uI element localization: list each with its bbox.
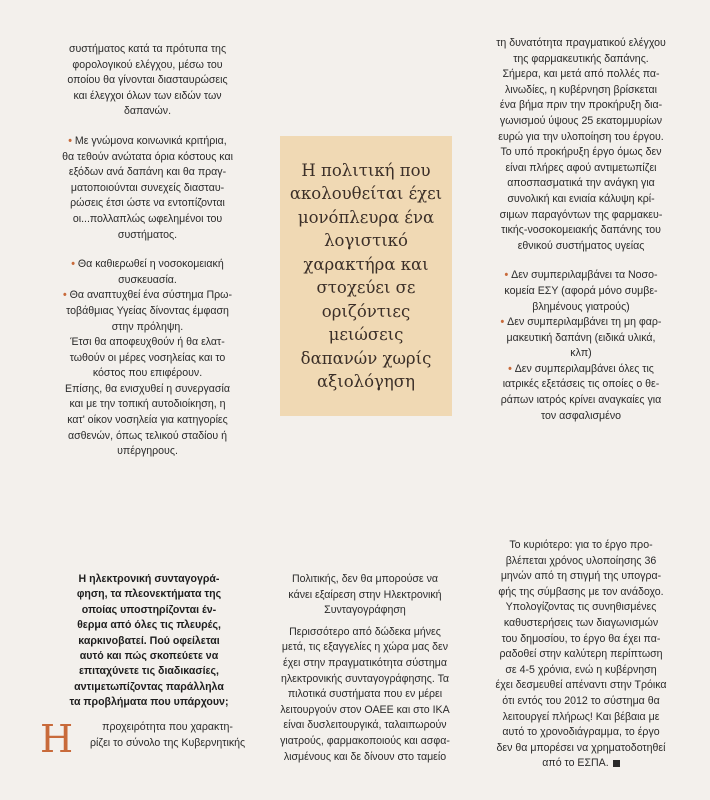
text-line: αποσπασματικά την ανάγκη για bbox=[507, 177, 655, 190]
text-line: βλημένους γιατρούς) bbox=[532, 300, 630, 313]
text-line: βλέπεται χρόνος υλοποίησης 36 bbox=[505, 554, 657, 567]
text-line: θερμα από όλες τις πλευρές, bbox=[77, 619, 221, 632]
text-line: γωνισμού ύψους 25 εκατομμυρίων bbox=[499, 114, 663, 127]
text-line: θα τεθούν ανώτατα όρια κόστους και bbox=[62, 150, 233, 163]
text-line: μετά, τις εξαγγελίες η χώρα μας δεν bbox=[281, 641, 449, 654]
text-line: τοβάθμιας Υγείας δίνοντας έμφαση bbox=[66, 304, 229, 317]
text-line: φορολογικού ελέγχου, μέσω του bbox=[72, 58, 223, 71]
text-line: κάνει εξαίρεση στην Ηλεκτρονική bbox=[288, 588, 442, 601]
column-right bbox=[470, 36, 692, 424]
text-line: έχει στην πραγματικότητα σύστημα bbox=[283, 656, 447, 669]
text-line: τη δυνατότητα πραγματικού ελέγχου bbox=[496, 37, 666, 49]
text-line bbox=[470, 315, 692, 331]
text-line: πιλοτικά συστήματα που εν μέρει bbox=[287, 688, 443, 701]
text-line: δαπανών. bbox=[123, 105, 172, 118]
text-line: ρώσεις έτσι ώστε να εντοπίζονται bbox=[70, 197, 225, 210]
text-line: οποίας υποστηρίζονται έν- bbox=[81, 603, 217, 616]
text-line: Σήμερα, και μετά από πολλές πα- bbox=[502, 68, 660, 81]
text-line: ράπων ιατρός κρίνει αναγκαίες για bbox=[500, 394, 662, 407]
text-line: ηλεκτρονικής συνταγογράφησης. Τα bbox=[280, 672, 450, 685]
text-line: φής της σύμβασης με τον ανάδοχο. bbox=[498, 585, 664, 598]
text-line: κόστος που επιφέρουν. bbox=[92, 367, 203, 380]
paragraph-control bbox=[470, 36, 692, 67]
text-line bbox=[470, 362, 692, 378]
text-line: σε 4-5 χρόνια, ενώ η κυβέρνηση bbox=[505, 663, 657, 676]
text-line: Το υπό προκήρυξη έργο όμως δεν bbox=[500, 146, 662, 159]
text-line: της φαρμακευτικής δαπάνης. bbox=[513, 52, 649, 65]
text-line: του δημοσίου, το έργο θα έχει πα- bbox=[501, 632, 661, 645]
text-line: ευρώ για την υλοποίηση του έργου. bbox=[498, 130, 664, 143]
paragraph-intro bbox=[40, 42, 255, 120]
text-line: καρκινοβατεί. Πού οφείλεται bbox=[78, 634, 220, 647]
text-line bbox=[40, 257, 255, 273]
text-line: συνολική και ενιαία κάλυψη κρί- bbox=[507, 192, 655, 205]
text-span: Δεν συμπεριλαμβάνει τα Νοσο- bbox=[511, 269, 658, 282]
text-line: συστήματος. bbox=[117, 228, 178, 241]
bullet-icon: • bbox=[504, 269, 512, 282]
text-line: υπέργηρους. bbox=[117, 445, 178, 458]
paragraph-cooperation bbox=[40, 382, 255, 460]
text-line: τωθούν οι μέρες νοσηλείας και το bbox=[69, 351, 226, 364]
text-line: συστήματος κατά τα πρότυπα της bbox=[68, 43, 227, 55]
text-line: καθυστερήσεις των διαγωνισμών bbox=[503, 616, 659, 629]
text-line: ένα βήμα πριν την προκήρυξη δια- bbox=[499, 99, 663, 112]
bullet-hospitals bbox=[470, 268, 692, 315]
answer-policy bbox=[270, 572, 460, 619]
bullet-packaging bbox=[40, 257, 255, 288]
end-of-article-icon bbox=[613, 760, 620, 767]
text-line: στην πρόληψη. bbox=[111, 320, 184, 333]
text-span: Δεν συμπεριλαμβάνει τη μη φαρ- bbox=[507, 316, 662, 329]
text-line: εξόδων ανά δαπάνη και θα πραγ- bbox=[68, 166, 227, 179]
text-line: ιατρικές εξετάσεις τις οποίες ο θε- bbox=[502, 378, 660, 391]
text-line: τον ασφαλισμένο bbox=[540, 409, 622, 422]
text-line: κομεία ΕΣΥ (αφορά μόνο συμβε- bbox=[504, 284, 658, 297]
text-span: Θα αναπτυχθεί ένα σύστημα Πρω- bbox=[69, 289, 232, 302]
text-line: Το κυριότερο: για το έργο προ- bbox=[509, 539, 653, 551]
text-line: είναι δυσλειτουργικά, ταλαιπωρούν bbox=[283, 719, 447, 732]
text-line: ρίζει το σύνολο της Κυβερνητικής bbox=[90, 736, 246, 749]
bullet-icon: • bbox=[500, 316, 508, 329]
column-left bbox=[40, 42, 255, 460]
bullet-icon: • bbox=[71, 258, 78, 271]
text-line: προχειρότητα που χαρακτη- bbox=[102, 721, 233, 733]
paragraph-hospital-days bbox=[40, 335, 255, 382]
text-line: λινωδίες, η κυβέρνηση βρίσκεται bbox=[504, 83, 658, 96]
text-line: Υπολογίζοντας τις συνηθισμένες bbox=[505, 601, 657, 614]
text-line: Περισσότερο από δώδεκα μήνες bbox=[289, 625, 441, 638]
bullet-icon: • bbox=[68, 134, 75, 147]
text-line: τα προβλήματα που υπάρχουν; bbox=[69, 696, 229, 709]
text-line: από το ΕΣΠΑ. bbox=[470, 756, 692, 772]
text-line: Η ηλεκτρονική συνταγογρά- bbox=[78, 573, 220, 585]
interview-question bbox=[40, 572, 258, 711]
text-line: ότι εντός του 2012 το σύστημα θα bbox=[502, 694, 660, 707]
paragraph-tender bbox=[470, 67, 692, 145]
text-line: λειτουργεί πλήρως! Και βέβαια με bbox=[502, 710, 660, 723]
text-line: φηση, τα πλεονεκτήματα της bbox=[76, 588, 222, 601]
bullet-exams bbox=[470, 362, 692, 424]
text-line: αντιμετωπίζοντας παράλληλα bbox=[74, 680, 224, 693]
bullet-primary-care bbox=[40, 288, 255, 335]
text-line: Πολιτικής, δεν θα μπορούσε να bbox=[291, 573, 439, 585]
text-line: δεν θα μπορέσει να χρηματοδοτηθεί bbox=[496, 741, 666, 754]
text-line: μακευτική δαπάνη (ειδικά υλικά, bbox=[506, 331, 656, 344]
answer-middle bbox=[270, 572, 460, 765]
bullet-criteria bbox=[40, 134, 255, 243]
answer-pilot-systems bbox=[270, 625, 460, 765]
text-line bbox=[470, 268, 692, 284]
text-span: Δεν συμπεριλαμβάνει όλες τις bbox=[514, 362, 654, 375]
text-line: ασθενών, όπως τελικού σταδίου ή bbox=[67, 429, 228, 442]
text-line: ραδοθεί στην καλύτερη περίπτωση bbox=[499, 648, 663, 661]
text-line: οι...πολλαπλώς ωφελημένοι του bbox=[72, 212, 223, 225]
answer-start bbox=[40, 717, 258, 761]
text-line: και με την τοπική αυτοδιοίκηση, η bbox=[69, 398, 226, 411]
text-line: Επίσης, θα ενισχυθεί η συνεργασία bbox=[65, 382, 230, 395]
pull-quote: Η πολιτική που ακολουθείται έχει μονόπλευρα ένα λογιστικό χαρακτήρα και στοχεύει σε οριζόντιες μειώσεις δαπανών χωρίς αξιολόγηση bbox=[289, 160, 443, 391]
drop-cap: Η bbox=[40, 717, 74, 761]
answer-timeline bbox=[470, 538, 692, 772]
paragraph-incomplete bbox=[470, 145, 692, 254]
answer-end bbox=[470, 538, 692, 772]
text-span: Θα καθιερωθεί η νοσοκομειακή bbox=[77, 258, 224, 271]
text-line: λισμένους και δε δίνουν στο ταμείο bbox=[283, 750, 447, 763]
text-line: έχει δεσμευθεί απέναντι στην Τρόικα bbox=[495, 679, 667, 692]
text-line: συσκευασία. bbox=[118, 273, 177, 286]
bullet-non-pharma bbox=[470, 315, 692, 362]
text-line: επιταχύνετε τις διαδικασίες, bbox=[78, 665, 220, 678]
text-line: γιατρούς, φαρμακοποιούς και ασφα- bbox=[280, 734, 450, 747]
text-line: αυτό το χρονοδιάγραμμα, το έργο bbox=[502, 726, 660, 739]
text-line: είναι πλήρες αφού αντιμετωπίζει bbox=[505, 161, 657, 174]
text-line: μηνών από τη στιγμή της υπογρα- bbox=[500, 570, 662, 583]
text-line: λειτουργούν στον ΟΑΕΕ και στο ΙΚΑ bbox=[280, 703, 450, 716]
text-line bbox=[40, 134, 255, 150]
text-line bbox=[40, 288, 255, 304]
text-line: αυτό και πώς σκοπεύετε να bbox=[79, 650, 219, 663]
text-line: τικής-νοσοκομειακής δαπάνης του bbox=[501, 224, 661, 237]
text-line: ματοποιούνται συνεχείς διασταυ- bbox=[70, 181, 225, 194]
text-line: και έλεγχοι όλων των ειδών των bbox=[73, 89, 222, 102]
bullet-icon: • bbox=[508, 362, 515, 375]
text-line: Έτσι θα αποφευχθούν ή θα ελατ- bbox=[70, 336, 225, 349]
pull-quote-box bbox=[280, 136, 452, 416]
text-line: οποίου θα γίνονται διασταυρώσεις bbox=[67, 74, 228, 87]
text-line: εθνικού συστήματος υγείας bbox=[517, 239, 645, 252]
text-line: σιμων παραγόντων της φαρμακευ- bbox=[499, 208, 663, 221]
bullet-icon: • bbox=[63, 289, 70, 302]
text-line: Συνταγογράφηση bbox=[324, 604, 406, 617]
text-line: κλπ) bbox=[570, 347, 592, 360]
text-span: Με γνώμονα κοινωνικά κριτήρια, bbox=[74, 134, 227, 147]
text-line: κατ' οίκον νοσηλεία για κατηγορίες bbox=[67, 414, 228, 427]
